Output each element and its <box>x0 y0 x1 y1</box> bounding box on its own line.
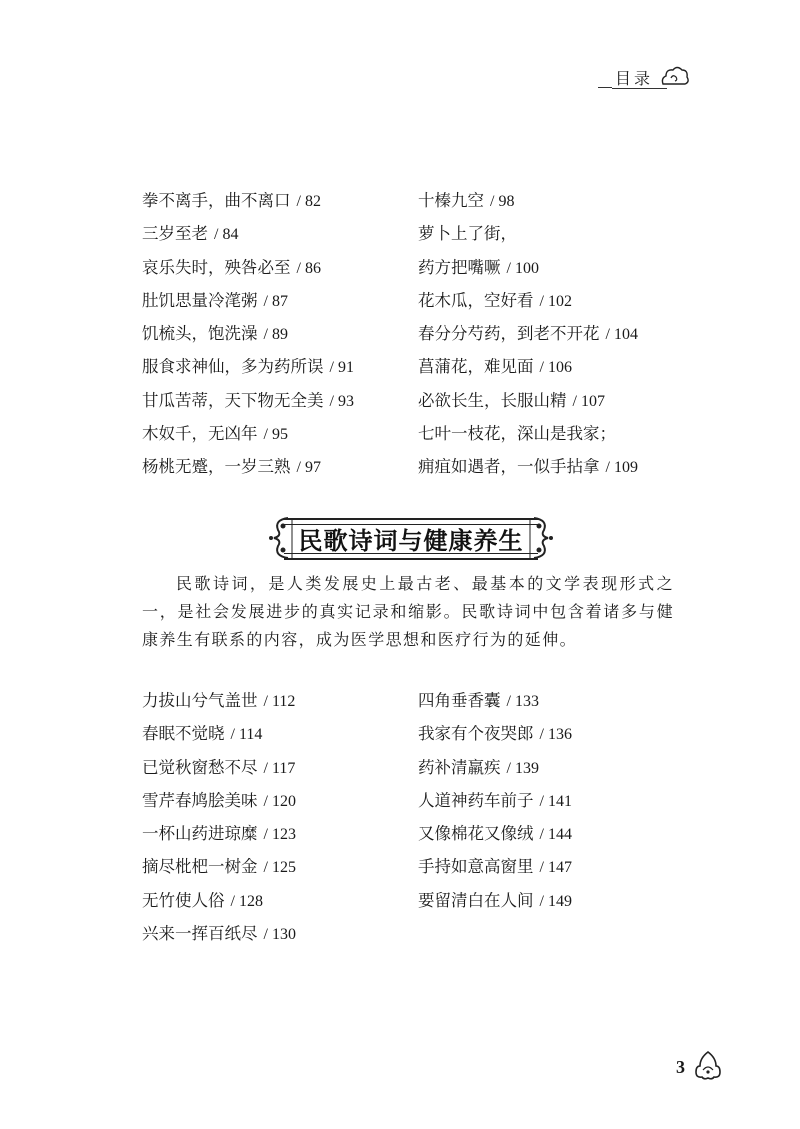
toc-entry-title: 药方把嘴噘 <box>418 257 501 277</box>
toc-entry[interactable] <box>418 684 572 717</box>
toc-entry-title: 肚饥思量冷滗粥 <box>142 290 258 310</box>
toc-entry-page: / 109 <box>605 459 638 477</box>
toc-entry[interactable] <box>142 751 296 784</box>
toc-bottom-right-column <box>418 684 572 917</box>
toc-entry[interactable] <box>142 317 354 350</box>
toc-entry-title: 手持如意高窗里 <box>418 857 534 877</box>
toc-entry[interactable] <box>418 450 638 483</box>
toc-entry[interactable] <box>142 417 354 450</box>
toc-entry[interactable] <box>142 817 296 850</box>
toc-entry-title: 药补清羸疾 <box>418 757 501 777</box>
toc-entry-title: 要留清白在人间 <box>418 890 534 910</box>
toc-entry[interactable] <box>418 817 572 850</box>
toc-entry[interactable] <box>418 317 638 350</box>
toc-entry-page: / 147 <box>539 859 572 877</box>
toc-entry-title: 兴来一挥百纸尽 <box>142 924 258 944</box>
toc-entry[interactable] <box>142 917 296 950</box>
toc-entry-page: / 130 <box>263 926 296 944</box>
toc-entry-title: 力拔山兮气盖世 <box>142 691 258 710</box>
toc-entry-title: 三岁至老 <box>142 224 208 244</box>
toc-entry-page: / 106 <box>539 359 572 377</box>
toc-entry-page: / 98 <box>490 193 515 210</box>
toc-entry-page: / 128 <box>230 892 263 910</box>
toc-entry-title: 花木瓜，空好看 <box>418 290 534 310</box>
toc-entry-title: 饥梳头，饱洗澡 <box>142 324 258 344</box>
toc-entry-title: 哀乐失时，殃咎必至 <box>142 257 291 277</box>
toc-entry-title: 又像棉花又像绒 <box>418 824 534 844</box>
toc-entry-title: 萝卜上了街， <box>418 224 517 244</box>
toc-entry-title: 拳不离手，曲不离口 <box>142 191 291 210</box>
section-title-banner <box>268 516 554 560</box>
toc-entry-page: / 95 <box>263 426 288 444</box>
toc-entry[interactable] <box>418 784 572 817</box>
header-title: 目录 <box>615 69 654 88</box>
toc-top-right-column <box>418 184 638 484</box>
toc-entry[interactable] <box>418 217 638 250</box>
toc-entry-title: 菖蒲花，难见面 <box>418 357 534 377</box>
toc-entry[interactable] <box>418 384 638 417</box>
toc-entry-title: 十榛九空 <box>418 191 484 210</box>
toc-entry-page: / 117 <box>263 759 296 777</box>
toc-entry-page: / 133 <box>506 693 539 710</box>
toc-entry-title: 春眠不觉晓 <box>142 724 225 744</box>
toc-entry-title: 雪芹春鸠脍美味 <box>142 790 258 810</box>
toc-entry-page: / 141 <box>539 792 572 810</box>
toc-entry-page: / 102 <box>539 292 572 310</box>
toc-entry-title: 四角垂香囊 <box>418 691 501 710</box>
toc-entry-page: / 107 <box>572 392 605 410</box>
toc-entry-page: / 93 <box>329 392 354 410</box>
header-dash <box>598 87 612 88</box>
toc-entry-page: / 89 <box>263 326 288 344</box>
toc-entry-title: 服食求神仙，多为药所误 <box>142 357 324 377</box>
ornament-right-icon <box>528 516 554 560</box>
toc-entry-page: / 120 <box>263 792 296 810</box>
toc-bottom-left-column <box>142 684 296 950</box>
toc-entry-page: / 82 <box>296 193 321 210</box>
toc-entry[interactable] <box>142 450 354 483</box>
toc-entry-page: / 87 <box>263 292 288 310</box>
toc-entry[interactable] <box>418 717 572 750</box>
toc-entry[interactable] <box>418 184 638 217</box>
toc-entry[interactable] <box>142 684 296 717</box>
page-number: 3 <box>676 1057 685 1077</box>
toc-entry[interactable] <box>142 717 296 750</box>
toc-entry-title: 木奴千，无凶年 <box>142 424 258 444</box>
toc-entry-page: / 84 <box>214 226 239 244</box>
toc-entry-title: 一杯山药进琼糜 <box>142 824 258 844</box>
toc-entry-page: / 114 <box>230 726 263 744</box>
toc-entry-page: / 149 <box>539 892 572 910</box>
toc-entry[interactable] <box>418 284 638 317</box>
toc-entry-page: / 104 <box>605 326 638 344</box>
toc-entry[interactable] <box>142 350 354 383</box>
toc-entry[interactable] <box>142 850 296 883</box>
toc-entry[interactable] <box>142 217 354 250</box>
toc-entry-page: / 139 <box>506 759 539 777</box>
section-intro: 民歌诗词，是人类发展史上最古老、最基本的文学表现形式之一，是社会发展进步的真实记录和缩影。民歌诗词中包含着诸多与健康养生有联系的内容，成为医学思想和医疗行为的延伸。 <box>142 574 674 649</box>
toc-entry[interactable] <box>418 850 572 883</box>
cloud-icon <box>660 66 690 88</box>
toc-entry-title: 已觉秋窗愁不尽 <box>142 757 258 777</box>
toc-entry-title: 人道神药车前子 <box>418 790 534 810</box>
toc-entry-title: 摘尽枇杷一树金 <box>142 857 258 877</box>
header-underline <box>612 88 667 89</box>
toc-entry-title: 杨桃无蹙，一岁三熟 <box>142 457 291 477</box>
toc-entry[interactable] <box>142 251 354 284</box>
toc-entry[interactable] <box>418 884 572 917</box>
toc-entry-title: 甘瓜苦蒂，天下物无全美 <box>142 390 324 410</box>
toc-entry-title: 我家有个夜哭郎 <box>418 724 534 744</box>
toc-entry-page: / 100 <box>506 259 539 277</box>
toc-entry-page: / 91 <box>329 359 354 377</box>
toc-entry[interactable] <box>418 350 638 383</box>
toc-entry-title: 春分分芍药，到老不开花 <box>418 324 600 344</box>
running-header <box>560 60 700 94</box>
toc-entry[interactable] <box>142 384 354 417</box>
toc-entry[interactable] <box>418 251 638 284</box>
toc-entry-page: / 97 <box>296 459 321 477</box>
toc-entry-title: 七叶一枝花，深山是我家； <box>418 424 616 444</box>
toc-top-left-column <box>142 184 354 484</box>
toc-entry-title: 痈疽如遇者，一似手拈拿 <box>418 457 600 477</box>
toc-entry[interactable] <box>418 417 638 450</box>
toc-entry-page: / 86 <box>296 259 321 277</box>
toc-entry-title: 必欲长生，长服山精 <box>418 390 567 410</box>
toc-entry-page: / 123 <box>263 826 296 844</box>
toc-entry[interactable] <box>142 784 296 817</box>
toc-entry-page: / 112 <box>263 693 296 710</box>
toc-entry-title: 无竹使人俗 <box>142 890 225 910</box>
section-title: 民歌诗词与健康养生 <box>298 527 524 555</box>
toc-entry[interactable] <box>142 884 296 917</box>
toc-entry-page: / 125 <box>263 859 296 877</box>
toc-entry[interactable] <box>418 751 572 784</box>
lotus-icon <box>694 1050 722 1080</box>
toc-entry-page: / 144 <box>539 826 572 844</box>
toc-entry[interactable] <box>142 184 354 217</box>
toc-entry-page: / 136 <box>539 726 572 744</box>
toc-entry[interactable] <box>142 284 354 317</box>
